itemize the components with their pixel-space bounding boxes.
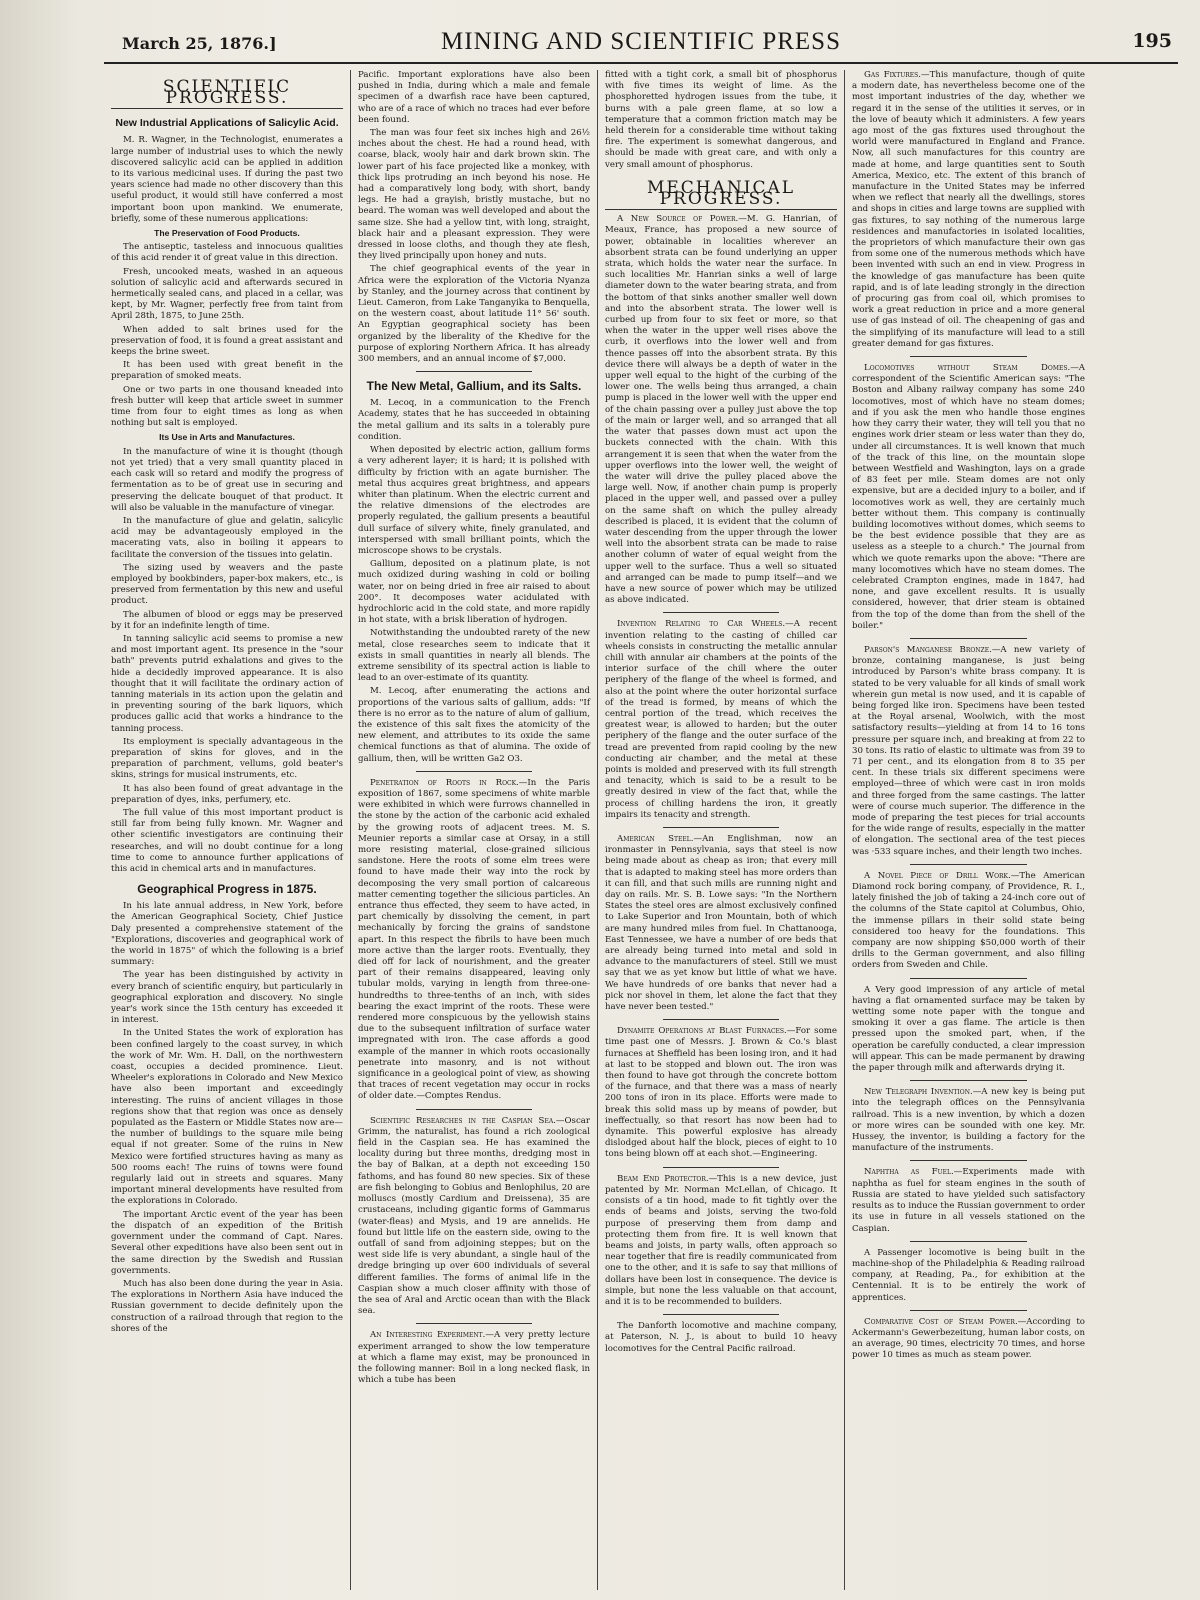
item-heading: Beam End Protector. [617, 1173, 709, 1184]
divider [416, 771, 532, 772]
paragraph: The full value of this most important product is still far from being fully known. Mr. Wagner and other scientific investigators are continuing their researches, and will no doubt continue for a long time to come to announce further applications of this acid in chemical arts and in manufactures. [111, 807, 343, 874]
divider [663, 1167, 779, 1168]
news-item-passenger: A Passenger locomotive is being built in the machine-shop of the Philadelphia & Reading railroad company, at Reading, Pa., for exhibition at the Centennial. It is to be entirely the work of apprentices. [852, 1247, 1085, 1303]
divider [663, 827, 779, 828]
news-item-steel [605, 834, 837, 1013]
news-item-drill [852, 871, 1085, 972]
news-item-gas [852, 70, 1085, 350]
paragraph: In tanning salicylic acid seems to promise a new and most important agent. Its presence in the "sour bath" prevents putrid exhalations and gives to the hide a decidedly improved appearance. It is also thought that it will facilitate the ordinary action of tanning materials in its action upon the gelatin and in preventing souring of the bark liquors, which produces gallic acid that works a hindrance to the tanning process. [111, 633, 343, 734]
news-item-beam [605, 1174, 837, 1308]
divider [416, 1323, 532, 1324]
news-item-impression: A Very good impression of any article of metal having a flat ornamented surface may be taken by wetting some note paper with the tongue and smoking it over a gas flame. The article is then pressed upon the smoked part, when, if the operation be carefully conducted, a clear impression will appear. This can be made permanent by drawing the paper through milk and afterwards drying it. [852, 984, 1085, 1074]
item-heading: Locomotives without Steam Domes. [864, 363, 1071, 374]
item-text: —According to Ackermann's Gewerbezeitung, human labor costs, on an average, 90 times, electricity 70 times, and horse power 10 times as much as steam power. [852, 1316, 1085, 1361]
divider [910, 1160, 1027, 1161]
paragraph: Fresh, uncooked meats, washed in an aqueous solution of salicylic acid and afterwards secured in hermetically sealed cans, and placed in a cellar, was kept, by Mr. Wagner, perfectly free from taint from April 28th, 1875, to June 25th. [111, 266, 343, 322]
paragraph: The man was four feet six inches high and 26½ inches about the chest. He had a round head, with coarse, black, wooly hair and dark brown skin. The lower part of his face projected like a monkey, with thick lips protruding an inch beyond his nose. He had a comparatively long body, with short, bandy legs. He had a grayish, bristly mustache, but no beard. The woman was well developed and about the same size. She had a yellow tint, with long, straight, black hair and a pleasant expression. They were dressed in loose cloths, and though they ate flesh, they lived principally upon honey and nuts. [358, 128, 590, 262]
paragraph: When added to salt brines used for the preservation of food, it is found a great assistant and keeps the brine sweet. [111, 324, 343, 358]
news-item-experiment [358, 1330, 590, 1386]
item-text: —This is a new device, just patented by Mr. Norman McLellan, of Chicago. It consists of a tin hood, made to fit tightly over the ends of beams and joists, serving the two-fold purpose of preserving them from damp and protecting them from fire. It is well known that beams and joists, in party walls, often approach so near together that fire is readily communicated from one to the other, and it is safe to say that millions of dollars have been lost in consequence. The device is simple, but none the less valuable on that account, and it is to be recommended to builders. [605, 1173, 837, 1307]
news-item-caspian [358, 1116, 590, 1318]
item-text: —A recent invention relating to the casting of chilled car wheels consists in constructing the metallic annular chill with annular air chambers at the points of the interior surface of the chill where the outer periphery of the flange of the wheel is formed, and also at the point where the outer horizontal surface of the tread is formed, by means of which the central portion of the tread, which receives the greatest wear, is allowed to harden; but the outer periphery of the flange and the outer surface of the tread are prevented from rapid cooling by the new conducting air chamber, and the metal at these points is molded and preserved with its full strength and tenacity, which is said to be a result to be greatly desired in view of the fact that, while the process of chilling hardens the iron, it greatly impairs its tenacity and strength. [605, 619, 837, 820]
divider [416, 371, 532, 372]
item-heading: New Telegraph Invention. [864, 1087, 973, 1098]
divider [910, 1241, 1027, 1242]
column-2 [351, 70, 598, 1590]
divider [910, 638, 1027, 639]
paragraph: M. Lecoq, in a communication to the French Academy, states that he has succeeded in obtaining the metal gallium and its salts in a tolerably pure condition. [358, 398, 590, 442]
paragraph: When deposited by electric action, gallium forms a very adherent layer; it is hard; it is polished with difficulty by friction with an agate burnisher. The metal thus acquires great brightness, and appears whiter than platinum. When the electric current and the relative dimensions of the electrodes are properly regulated, the gallium presents a beautiful dull surface of silvery white, finely granulated, and interspersed with small brilliant points, which the microscope shows to be crystals. [358, 445, 590, 556]
news-item-naphtha [852, 1167, 1085, 1234]
item-heading: Penetration of Roots in Rock. [370, 777, 519, 788]
divider [910, 1080, 1027, 1081]
article-title-salicylic: New Industrial Applications of Salicylic Acid. [115, 117, 339, 130]
section-title-mechanical-progress: MECHANICAL PROGRESS. [605, 179, 837, 210]
item-heading: Scientific Researches in the Caspian Sea. [370, 1115, 556, 1126]
subheading: The Preservation of Food Products. [154, 228, 300, 239]
paragraph: One or two parts in one thousand kneaded into fresh butter will keep that article sweet in summer time from four to eight times as long as when nothing but salt is employed. [111, 384, 343, 429]
item-text: —This manufacture, though of quite a modern date, has nevertheless become one of the most important industries of the day, whether we regard it in the sense of the utilities it serves, or in the love of beauty which it administers. A few years ago most of the gas fixtures used throughout the world were manufactured in England and France. Now, all such manufactures for this country are made at home, and large quantities sent to South America, Mexico, etc. The extent of this branch of manufacture in the United States may be inferred when we reflect that nearly all the dwellings, stores and shops in cities and large towns are supplied with gas fixtures, to say nothing of the numerous large residences and manufactories in isolated localities, the proprietors of which manufacture their own gas from some one of the numerous methods which have been invented with such an end in view. Progress in the knowledge of gas manufacture has been quite rapid, and is of late leading strongly in the direction of procuring gas from coal oil, which promises to work a great reduction in price and a more general use of gas instead of oil. The cheapening of gas and the simplifying of its manufacture will lead to a still greater demand for gas fixtures. [852, 70, 1085, 349]
divider [663, 1019, 779, 1020]
paragraph: The albumen of blood or eggs may be preserved by it for an indefinite length of time. [111, 609, 343, 631]
item-heading: American Steel. [617, 834, 694, 844]
item-heading: Naphtha as Fuel. [864, 1167, 954, 1178]
news-item-telegraph [852, 1087, 1085, 1154]
paragraph: In the manufacture of wine it is thought (though not yet tried) that a very small quantity placed in each cask will so retard and modify the progress of fermentation as to be of great use in securing and preserving the delicate bouquet of that product. It will also be valuable in the manufacture of vinegar. [111, 446, 343, 513]
news-item-domes [852, 363, 1085, 632]
item-heading: A Novel Piece of Drill Work. [864, 870, 1011, 881]
divider [910, 864, 1027, 865]
item-heading: Dynamite Operations at Blast Furnaces. [617, 1026, 787, 1037]
news-item-danforth: The Danforth locomotive and machine company, at Paterson, N. J., is about to build 10 heavy locomotives for the Central Pacific railroad. [605, 1321, 837, 1354]
item-heading: Comparative Cost of Steam Power. [864, 1316, 1018, 1327]
item-heading: An Interesting Experiment. [370, 1330, 486, 1341]
paragraph: The chief geographical events of the year in Africa were the exploration of the Victoria Nyanza by Stanley, and the journey across that continent by Lieut. Cameron, from Lake Tanganyika to Benquella, on the western coast, about latitude 11° 56' south. An Egyptian geographical society has been organized by the liberality of the Khedive for the purpose of exploring Northern Africa. It has already 300 members, and an annual income of $7,000. [358, 264, 590, 365]
paragraph: Its employment is specially advantageous in the preparation of skins for gloves, and in the preparation of parchment, vellums, gold beater's skins, strings for musical instruments, etc. [111, 736, 343, 781]
paragraph: The sizing used by weavers and the paste employed by bookbinders, paper-box makers, etc., is preserved from fermentation by this new and useful product. [111, 562, 343, 607]
column-3 [598, 70, 845, 1590]
paragraph: In the manufacture of glue and gelatin, salicylic acid may be advantageously employed in the macerating vats, also in boiling it appears to facilitate the conversion of the tissues into gelatin. [111, 515, 343, 560]
item-text: —A new key is being put into the telegraph offices on the Pennsylvania railroad. This is a new invention, by which a dozen or more wires can be sounded with one key. Mr. Hussey, the inventor, is building a factory for the manufacture of the instruments. [852, 1087, 1085, 1154]
issue-date: March 25, 1876.] [122, 34, 277, 53]
paragraph: fitted with a tight cork, a small bit of phosphorus with five times its weight of lime. As the phosphoretted hydrogen issues from the tube, it burns with a pale green flame, at so low a temperature that a common friction match may be held therein for a considerable time without taking fire. The experiment is somewhat dangerous, and should be made with great care, and with only a very small amount of phosphorus. [605, 70, 837, 170]
masthead [104, 22, 1178, 64]
column-4 [845, 70, 1092, 1590]
news-item-cost [852, 1317, 1085, 1362]
paragraph: Pacific. Important explorations have also been pushed in India, during which a male and female specimen of a dwarfish race have been captured, who are of a race of which no traces had ever before been found. [358, 70, 590, 125]
divider [910, 978, 1027, 979]
item-text: —The American Diamond rock boring company, of Providence, R. I., lately finished the job of taking a 24-inch core out of the columns of the State capitol at Columbus, Ohio, the immense pillars in their solid state being considered too heavy for the foundations. This company are now shipping $50,000 worth of their drills to the German government, and also filling orders from Sweden and Chile. [852, 870, 1085, 971]
news-item-roots [358, 778, 590, 1103]
columns [104, 70, 1178, 1590]
item-text: —A very pretty lecture experiment arranged to show the low temperature at which a flame may exist, may be pronounced in the following manner: Boil in a long necked flask, in which a tube has been [358, 1330, 590, 1386]
divider [663, 1314, 779, 1315]
divider [910, 1310, 1027, 1311]
article-title-geographical: Geographical Progress in 1875. [137, 882, 317, 897]
paragraph: In his late annual address, in New York, before the American Geographical Society, Chief Justice Daly presented a comprehensive statement of the "Explorations, discoveries and geographical work of the world in 1875" of which the following is a brief summary: [111, 901, 343, 968]
newspaper-title: MINING AND SCIENTIFIC PRESS [441, 28, 841, 55]
news-item-car-wheels [605, 619, 837, 821]
paragraph: In the United States the work of exploration has been confined largely to the coast survey, in which the work of Mr. Wm. H. Dall, on the northwestern coast, occupies a decided prominence. Lieut. Wheeler's explorations in Colorado and New Mexico have also been important and exceedingly interesting. The ruins of ancient villages in those regions show that that region was once as densely populated as the Eastern or Middle States now are—the number of buildings to the square mile being equal if not greater. Some of the ruins in New Mexico were fortified structures having as many as 500 rooms each! The ruins of towns were found regularly laid out in streets and squares. Many important mineral developments have resulted from the explorations in Colorado. [111, 1028, 343, 1207]
news-item-dynamite [605, 1026, 837, 1160]
item-text: —Experiments made with naphtha as fuel for steam engines in the south of Russia are stated to have yielded such satisfactory results as to induce the Russian government to order its use in future in all vessels stationed on the Caspian. [852, 1167, 1085, 1234]
item-text: —An Englishman, now an ironmaster in Pennsylvania, says that steel is now being made about as cheap as iron; that every mill that is adapted to making steel has more orders than it can fill, and that such mills are running night and day on rails. Mr. S. B. Lowe says: "In the Northern States the steel ores are almost exclusively confined to Lake Superior and Iron Mountain, both of which are many hundred miles from fuel. In Chattanooga, East Tennessee, we have a number of ore beds that are already being turned into metal and sold in advance to the manufacturers of steel. Still we must say that we as yet know but little of what we have. We have hundreds of ore banks that never had a pick nor shovel in them, let alone the fact that they have never been tested." [605, 834, 837, 1013]
article-title-gallium: The New Metal, Gallium, and its Salts. [366, 379, 582, 394]
column-1 [104, 70, 351, 1590]
divider [416, 1109, 532, 1110]
page-number: 195 [1132, 30, 1172, 52]
item-text: —Oscar Grimm, the naturalist, has found a rich zoological field in the Caspian sea. He has examined the locality during but three months, dredging most in the bay of Balkan, at a depth not exceeding 150 fathoms, and has found 80 new species. Six of these are fish belonging to Gobius and Benlophilus, 20 are molluscs (mostly Cardium and Dreissena), 35 are crustaceans, including gigantic forms of Gammarus (water-fleas) and Mysis, and 19 are annelids. He found but little life on the eastern side, owing to the outfall of sand from adjoining steppes; but on the west side life is very abundant, a single haul of the dredge bringing up over 600 individuals of several different families. The forms of animal life in the Caspian show a much closer affinity with those of the sea of Aral and Arctic ocean than with the Black sea. [358, 1115, 590, 1317]
item-text: —M. G. Hanrian, of Meaux, France, has proposed a new source of power, obtainable in localities wherever an absorbent strata can be found underlying an upper strata, which holds the water near the surface. In such localities Mr. Hanrian sinks a well of large diameter down to the water bearing strata, and from the bottom of that sinks another smaller well down and into the absorbent strata. The lower well is curbed up from four to six feet or more, so that when the water in the upper well rises above the curb, it overflows into the lower well and from thence passes off into the absorbent strata. By this device there will always be a depth of water in the upper well equal to the hight of the curbing of the lower one. The wells being thus arranged, a chain pump is placed in the lower well with the upper end of the chain passing over a pulley just above the top of the main or larger well, and so arranged that all the water that passes down must act upon the buckets connected with the chain. With this arrangement it is seen that when the water from the upper overflows into the lower well, the weight of the water will drive the pulley placed above the large well. Now, if another chain pump is properly placed in the upper well, and passed over a pulley on the same shaft on which the pulley already described is placed, it is evident that the column of water descending from the upper through the lower well into the absorbent strata can be made to raise another column of water of equal weight from the upper well to the surface. Thus a well so situated and arranged can be made to pump itself—and we have a new source of power which may be utilized as above indicated. [605, 214, 837, 606]
paragraph: The important Arctic event of the year has been the dispatch of an expedition of the British government under the command of Capt. Nares. Several other expeditions have also been sent out in the same direction by the Swedish and Russian governments. [111, 1209, 343, 1276]
item-heading: Invention Relating to Car Wheels. [617, 619, 786, 630]
paragraph: It has also been found of great advantage in the preparation of dyes, inks, perfumery, etc. [111, 783, 343, 805]
news-item-power [605, 214, 837, 606]
paragraph: M. Lecoq, after enumerating the actions and proportions of the various salts of gallium, adds: "If there is no error as to the nature of alum of gallium, the existence of this salt fixes the atomicity of the new element, and attributes to its oxide the same chemical functions as that of alumina. The oxide of gallium, then, will be written Ga2 O3. [358, 686, 590, 764]
paragraph: The year has been distinguished by activity in every branch of scientific enquiry, but particularly in geographical exploration and discovery. No single year's work since the 15th century has exceeded it in interest. [111, 970, 343, 1026]
paragraph: The antiseptic, tasteless and innocuous qualities of this acid render it of great value in this direction. [111, 242, 343, 264]
subheading: Its Use in Arts and Manufactures. [159, 432, 295, 443]
item-heading: Gas Fixtures. [864, 70, 922, 80]
section-title-scientific-progress: SCIENTIFIC PROGRESS. [111, 78, 343, 109]
item-text: —A new variety of bronze, containing manganese, is just being introduced by Parson's white brass company. It is stated to be very valuable for all kinds of small work wherein gun metal is now used, and it is capable of being forged like iron. Specimens have been tested at the Royal arsenal, Woolwich, with the most satisfactory results—yielding at from 14 to 16 tons pressure per square inch, and breaking at from 22 to 30 tons. Its ratio of elastic to ultimate was from 39 to 71 per cent., and its elongation from 8 to 35 per cent. In these trials six different specimens were employed—three of which were cast in iron molds and three forged from the same castings. The latter were of course much superior. The difference in the mode of preparing the test pieces for trial accounts for the wide range of results, especially in the matter of elongation. The sectional area of the test pieces was ·533 square inches, and their length two inches. [852, 644, 1085, 857]
paragraph: It has been used with great benefit in the preparation of smoked meats. [111, 360, 343, 382]
item-text: —In the Paris exposition of 1867, some specimens of white marble were exhibited in which were furrows channelled in the stone by the action of the carbonic acid exhaled by the growing roots of adjacent trees. M. S. Meunier reports a similar case at Orsay, in a still more resisting material, close-grained silicious sandstone. Here the roots of some elm trees were found to have made their way into the rock by decomposing the very small portion of calcareous matter cementing together the silicious particles. An entrance thus effected, they seem to have acted, in part chemically by dissolving the cement, in part mechanically by forcing the grains of sandstone apart. In this respect the fibrils to have been much more active than the larger roots. Eventually, they died off for lack of nourishment, and the greater part of their remains disappeared, leaving only tubular molds, varying in length from three-one-hundredths to three-tenths of an inch, with sides bearing the exact imprint of the roots. These were rendered more conspicuous by the yellowish stains due to the subsequent infiltration of surface water impregnated with iron. The case affords a good example of the manner in which roots occasionally penetrate into masonry, and is not without significance in a geological point of view, as showing that traces of recent vegetation may occur in rocks of older date.—Comptes Rendus. [358, 777, 590, 1102]
item-text: —A correspondent of the Scientific American says: "The Boston and Albany railway company has some 240 locomotives, most of which have no steam domes; and if you ask the men who handle those engines how they carry their water, they will tell you that no engines work drier steam or less water than they do, under all circumstances. It is well known that much of the track of this line, on the mountain slope between Westfield and Washington, lays on a grade of 83 feet per mile. Steam domes are not only expensive, but are a decided injury to a boiler, and if locomotives work as well, they are certainly much better without them. This company is continually building locomotives without domes, which seems to be the best evidence possible that they are as useless as a steeple to a church." The journal from which we quote remarks upon the above: "There are many locomotives which have no steam domes. The celebrated Crampton engines, made in 1847, had none, and gave excellent results. It is usually considered, however, that drier steam is obtained from the top of the dome than from the shell of the boiler." [852, 363, 1085, 631]
news-item-bronze [852, 645, 1085, 858]
divider [663, 612, 779, 613]
paragraph: M. R. Wagner, in the Technologist, enumerates a large number of industrial uses to which the newly discovered salicylic acid can be applied in addition to its various medicinal uses. If during the past two years science had made no other discovery than this useful product, it would still have conferred a most important boon upon mankind. We enumerate, briefly, some of these numerous applications: [111, 135, 343, 224]
item-text: —For some time past one of Messrs. J. Brown & Co.'s blast furnaces at Sheffield has been losing iron, and it had at last to be stopped and blown out. The iron was then found to have got through the concrete bottom of the furnace, and that there was a mass of nearly 200 tons of iron in its place. Efforts were made to break this solid mass up by means of powder, but ineffectually, so that resort has now been had to dynamite. This powerful explosive has already dislodged about half the block, pieces of eight to 10 tons being blown off at each shot.—Engineering. [605, 1026, 837, 1160]
paragraph: Much has also been done during the year in Asia. The explorations in Northern Asia have induced the Russian government to decide definitely upon the construction of a railroad through that region to the shores of the [111, 1278, 343, 1334]
paragraph: Gallium, deposited on a platinum plate, is not much oxidized during washing in cold or boiling water, nor on being dried in free air raised to about 200°. It decomposes water acidulated with hydrochloric acid in the cold state, and more rapidly in hot state, with a brisk liberation of hydrogen. [358, 559, 590, 626]
item-heading: A New Source of Power. [617, 214, 739, 225]
item-heading: Parson's Manganese Bronze. [864, 644, 992, 655]
divider [910, 356, 1027, 357]
paragraph: Notwithstanding the undoubted rarety of the new metal, close researches seem to indicate that it exists in small quantities in nearly all blends. The extreme sensibility of its spectral action is liable to lead to an over-estimate of its quantity. [358, 628, 590, 684]
